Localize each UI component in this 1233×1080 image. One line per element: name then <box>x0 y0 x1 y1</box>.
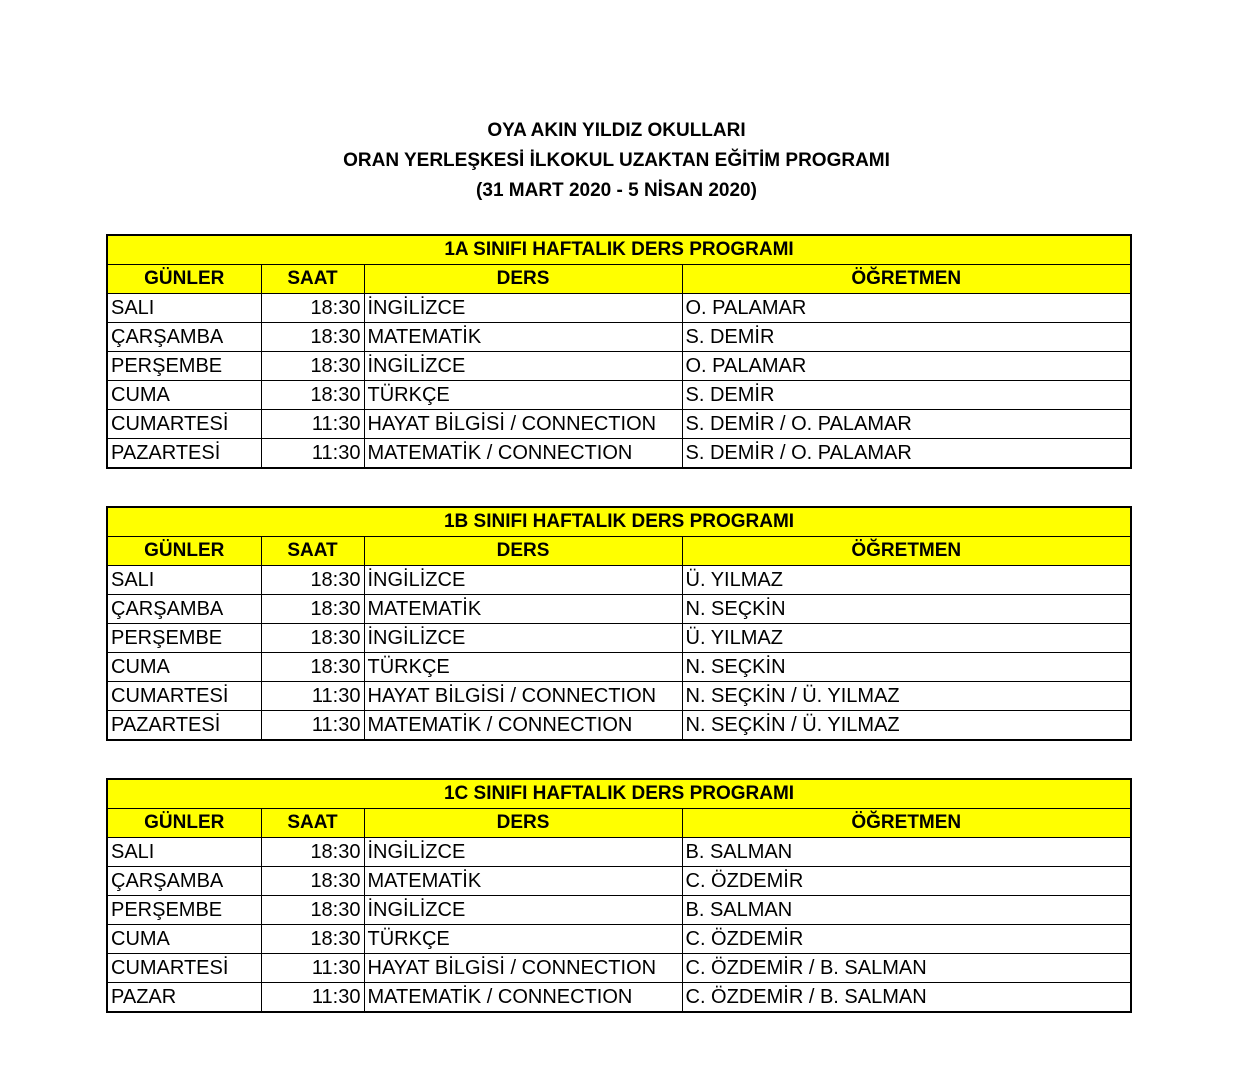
col-header-teacher: ÖĞRETMEN <box>682 265 1131 294</box>
col-header-day: GÜNLER <box>107 537 261 566</box>
time-cell: 11:30 <box>261 954 364 983</box>
table-row <box>107 711 1131 741</box>
table-title: 1B SINIFI HAFTALIK DERS PROGRAMI <box>107 507 1131 537</box>
table-row <box>107 410 1131 439</box>
col-header-teacher: ÖĞRETMEN <box>682 809 1131 838</box>
time-cell: 11:30 <box>261 711 364 741</box>
day-cell: PERŞEMBE <box>107 352 261 381</box>
table-title: 1C SINIFI HAFTALIK DERS PROGRAMI <box>107 779 1131 809</box>
lesson-cell: İNGİLİZCE <box>364 896 682 925</box>
time-cell: 18:30 <box>261 566 364 595</box>
day-cell: ÇARŞAMBA <box>107 595 261 624</box>
table-row <box>107 838 1131 867</box>
table-row <box>107 954 1131 983</box>
day-cell: ÇARŞAMBA <box>107 323 261 352</box>
teacher-cell: N. SEÇKİN / Ü. YILMAZ <box>682 711 1131 741</box>
table-row <box>107 323 1131 352</box>
teacher-cell: C. ÖZDEMİR / B. SALMAN <box>682 983 1131 1013</box>
col-header-day: GÜNLER <box>107 809 261 838</box>
day-cell: SALI <box>107 838 261 867</box>
time-cell: 18:30 <box>261 653 364 682</box>
teacher-cell: C. ÖZDEMİR / B. SALMAN <box>682 954 1131 983</box>
day-cell: PAZARTESİ <box>107 439 261 469</box>
teacher-cell: N. SEÇKİN / Ü. YILMAZ <box>682 682 1131 711</box>
table-row <box>107 294 1131 323</box>
col-header-lesson: DERS <box>364 809 682 838</box>
col-header-lesson: DERS <box>364 537 682 566</box>
lesson-cell: HAYAT BİLGİSİ / CONNECTION <box>364 954 682 983</box>
day-cell: CUMA <box>107 925 261 954</box>
table-row <box>107 352 1131 381</box>
time-cell: 18:30 <box>261 624 364 653</box>
day-cell: PERŞEMBE <box>107 896 261 925</box>
time-cell: 11:30 <box>261 983 364 1013</box>
schedule-table-1a <box>106 234 1132 469</box>
table-row <box>107 983 1131 1013</box>
lesson-cell: TÜRKÇE <box>364 653 682 682</box>
day-cell: PAZARTESİ <box>107 711 261 741</box>
time-cell: 18:30 <box>261 838 364 867</box>
lesson-cell: HAYAT BİLGİSİ / CONNECTION <box>364 682 682 711</box>
time-cell: 18:30 <box>261 381 364 410</box>
table-row <box>107 653 1131 682</box>
lesson-cell: İNGİLİZCE <box>364 566 682 595</box>
schedule-table-1c <box>106 778 1132 1013</box>
day-cell: CUMA <box>107 653 261 682</box>
time-cell: 18:30 <box>261 294 364 323</box>
teacher-cell: O. PALAMAR <box>682 294 1131 323</box>
table-row <box>107 925 1131 954</box>
table-row <box>107 867 1131 896</box>
lesson-cell: MATEMATİK <box>364 595 682 624</box>
lesson-cell: HAYAT BİLGİSİ / CONNECTION <box>364 410 682 439</box>
lesson-cell: TÜRKÇE <box>364 925 682 954</box>
table-row <box>107 566 1131 595</box>
day-cell: CUMA <box>107 381 261 410</box>
table-row <box>107 595 1131 624</box>
time-cell: 18:30 <box>261 595 364 624</box>
lesson-cell: MATEMATİK <box>364 867 682 896</box>
teacher-cell: B. SALMAN <box>682 896 1131 925</box>
lesson-cell: İNGİLİZCE <box>364 624 682 653</box>
schedule-table-1b <box>106 506 1132 741</box>
teacher-cell: S. DEMİR / O. PALAMAR <box>682 410 1131 439</box>
day-cell: PERŞEMBE <box>107 624 261 653</box>
document-title <box>0 116 1233 206</box>
table-row <box>107 896 1131 925</box>
table-row <box>107 624 1131 653</box>
teacher-cell: N. SEÇKİN <box>682 595 1131 624</box>
school-name: OYA AKIN YILDIZ OKULLARI <box>487 120 746 141</box>
time-cell: 18:30 <box>261 867 364 896</box>
teacher-cell: N. SEÇKİN <box>682 653 1131 682</box>
day-cell: CUMARTESİ <box>107 410 261 439</box>
col-header-time: SAAT <box>261 809 364 838</box>
day-cell: SALI <box>107 566 261 595</box>
teacher-cell: O. PALAMAR <box>682 352 1131 381</box>
table-row <box>107 381 1131 410</box>
lesson-cell: MATEMATİK / CONNECTION <box>364 711 682 741</box>
lesson-cell: İNGİLİZCE <box>364 352 682 381</box>
teacher-cell: S. DEMİR / O. PALAMAR <box>682 439 1131 469</box>
table-row <box>107 439 1131 469</box>
time-cell: 18:30 <box>261 323 364 352</box>
time-cell: 18:30 <box>261 925 364 954</box>
table-title: 1A SINIFI HAFTALIK DERS PROGRAMI <box>107 235 1131 265</box>
lesson-cell: İNGİLİZCE <box>364 838 682 867</box>
time-cell: 18:30 <box>261 352 364 381</box>
lesson-cell: MATEMATİK / CONNECTION <box>364 983 682 1013</box>
teacher-cell: S. DEMİR <box>682 381 1131 410</box>
day-cell: CUMARTESİ <box>107 682 261 711</box>
teacher-cell: B. SALMAN <box>682 838 1131 867</box>
date-range: (31 MART 2020 - 5 NİSAN 2020) <box>476 180 757 201</box>
teacher-cell: Ü. YILMAZ <box>682 566 1131 595</box>
day-cell: SALI <box>107 294 261 323</box>
time-cell: 11:30 <box>261 410 364 439</box>
lesson-cell: TÜRKÇE <box>364 381 682 410</box>
col-header-time: SAAT <box>261 265 364 294</box>
lesson-cell: MATEMATİK / CONNECTION <box>364 439 682 469</box>
day-cell: ÇARŞAMBA <box>107 867 261 896</box>
day-cell: CUMARTESİ <box>107 954 261 983</box>
col-header-teacher: ÖĞRETMEN <box>682 537 1131 566</box>
col-header-lesson: DERS <box>364 265 682 294</box>
teacher-cell: C. ÖZDEMİR <box>682 867 1131 896</box>
table-row <box>107 682 1131 711</box>
teacher-cell: C. ÖZDEMİR <box>682 925 1131 954</box>
col-header-time: SAAT <box>261 537 364 566</box>
teacher-cell: Ü. YILMAZ <box>682 624 1131 653</box>
time-cell: 11:30 <box>261 682 364 711</box>
lesson-cell: İNGİLİZCE <box>364 294 682 323</box>
lesson-cell: MATEMATİK <box>364 323 682 352</box>
time-cell: 18:30 <box>261 896 364 925</box>
col-header-day: GÜNLER <box>107 265 261 294</box>
teacher-cell: S. DEMİR <box>682 323 1131 352</box>
time-cell: 11:30 <box>261 439 364 469</box>
day-cell: PAZAR <box>107 983 261 1013</box>
program-name: ORAN YERLEŞKESİ İLKOKUL UZAKTAN EĞİTİM PROGRAMI <box>343 150 890 171</box>
